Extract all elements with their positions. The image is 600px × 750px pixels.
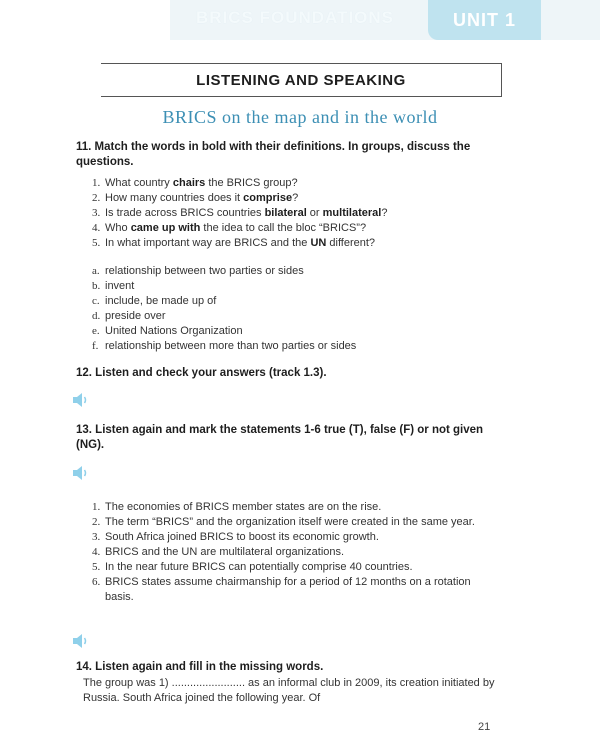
gap-fill-text: The group was 1) ........................ as an informal club in 2009, its creation initiated by Russia. South Africa joined the following year. Of (83, 677, 495, 704)
section-subtitle: BRICS on the map and in the world (162, 107, 438, 127)
unit-tab: UNIT 1 (428, 0, 541, 40)
question-item: 4. Who came up with the idea to call the bloc “BRICS”? (92, 222, 367, 234)
question-list (92, 176, 512, 251)
exercise-11-title: 11. Match the words in bold with their definitions. In groups, discuss the questions. (76, 141, 471, 168)
definition-item: c. include, be made up of (92, 295, 217, 307)
statement-item: 1. The economies of BRICS member states are on the rise. (92, 501, 382, 513)
question-item: 2. How many countries does it comprise? (92, 192, 299, 204)
definition-item: a. relationship between two parties or sides (92, 265, 304, 277)
question-item: 1. What country chairs the BRICS group? (92, 177, 298, 189)
exercise-14-title: 14. Listen again and fill in the missing words. (76, 661, 324, 673)
definition-list (92, 264, 512, 354)
speaker-icon[interactable] (72, 392, 90, 408)
page-number: 21 (478, 721, 491, 733)
definition-item: e. United Nations Organization (92, 325, 243, 337)
section-title: LISTENING AND SPEAKING (196, 71, 406, 89)
exercise-13-title: 13. Listen again and mark the statements 1-6 true (T), false (F) or not given (NG). (76, 424, 484, 451)
definition-item: d. preside over (92, 310, 166, 322)
statement-item: 3. South Africa joined BRICS to boost its economic growth. (92, 531, 379, 543)
question-item: 5. In what important way are BRICS and the UN different? (92, 237, 376, 249)
header-title: BRICS FOUNDATIONS (196, 8, 395, 27)
statement-item: 2. The term “BRICS” and the organization itself were created in the same year. (92, 516, 475, 528)
definition-item: b. invent (92, 280, 135, 292)
statement-item: 6. BRICS states assume chairmanship for a period of 12 months on a rotation basis. (92, 576, 471, 603)
statement-item: 5. In the near future BRICS can potentially comprise 40 countries. (92, 561, 413, 573)
speaker-icon[interactable] (72, 465, 90, 481)
section-title-box (101, 63, 502, 97)
definition-item: f. relationship between more than two parties or sides (92, 340, 357, 352)
statement-item: 4. BRICS and the UN are multilateral organizations. (92, 546, 345, 558)
question-item: 3. Is trade across BRICS countries bilateral or multilateral? (92, 207, 388, 219)
speaker-icon[interactable] (72, 633, 90, 649)
exercise-12-title: 12. Listen and check your answers (track 1.3). (76, 367, 327, 379)
statement-list (92, 500, 502, 605)
